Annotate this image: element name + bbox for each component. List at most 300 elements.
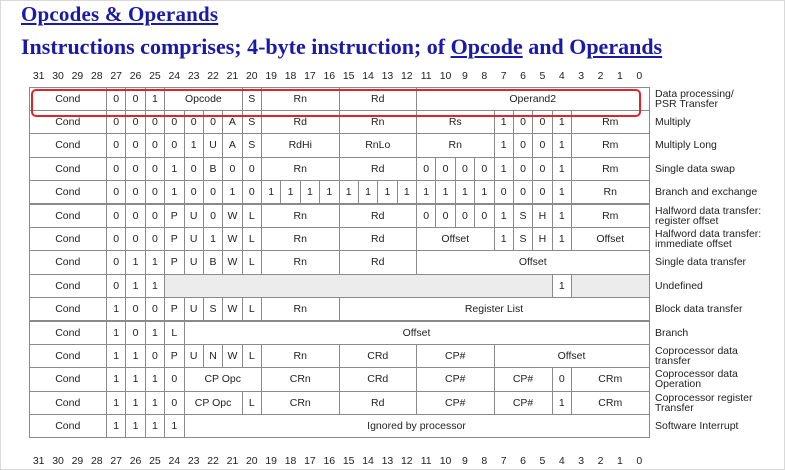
field-cell: Cond	[29, 321, 108, 345]
field-cell: CRm	[571, 367, 650, 391]
row-label	[655, 344, 738, 367]
field-cell: 0	[145, 180, 165, 204]
row-label-line: Multiply	[655, 116, 691, 129]
bit-number: 14	[362, 455, 374, 467]
field-cell: 1	[494, 157, 514, 181]
field-cell: Cond	[29, 180, 108, 204]
field-cell: Rn	[571, 180, 650, 204]
field-cell: Cond	[29, 110, 108, 134]
field-cell: 0	[513, 133, 533, 157]
bit-number: 28	[90, 455, 103, 467]
field-cell: Rn	[261, 297, 340, 321]
field-cell: 1	[125, 274, 145, 298]
bit-number: 14	[362, 70, 374, 82]
field-cell: 1	[435, 180, 455, 204]
field-cell: 1	[552, 180, 572, 204]
field-cell: 1	[280, 180, 300, 204]
bit-number: 10	[439, 70, 452, 82]
field-cell: 1	[125, 414, 145, 438]
field-cell: CP Opc	[184, 367, 263, 391]
bit-number: 17	[304, 455, 316, 467]
bit-number: 12	[400, 70, 413, 82]
field-cell: P	[164, 227, 184, 251]
bit-number: 6	[520, 455, 526, 467]
bit-number: 8	[481, 70, 488, 82]
row-label-line: Halfword data transfer:	[655, 204, 762, 217]
field-cell: 1	[106, 367, 126, 391]
field-cell: Offset	[416, 250, 650, 274]
field-cell: 0	[106, 274, 126, 298]
row-label	[655, 181, 757, 204]
bit-number: 9	[462, 455, 468, 467]
bit-number: 31	[32, 70, 45, 82]
field-cell: A	[222, 110, 242, 134]
field-cell: 0	[106, 87, 126, 111]
field-cell: P	[164, 344, 184, 368]
bit-number: 29	[71, 70, 84, 82]
field-cell: 0	[106, 250, 126, 274]
field-cell: H	[532, 204, 552, 228]
field-cell: 0	[106, 110, 126, 134]
field-cell: 1	[125, 250, 145, 274]
field-cell: S	[242, 133, 262, 157]
field-cell: U	[184, 227, 204, 251]
bit-number: 24	[168, 455, 181, 467]
field-cell: L	[242, 204, 262, 228]
field-cell: 0	[125, 204, 145, 228]
field-cell: 1	[164, 157, 184, 181]
field-cell: 1	[474, 180, 494, 204]
bit-number: 2	[597, 455, 604, 467]
bit-number: 24	[168, 70, 181, 82]
row-label	[655, 321, 688, 344]
row-label-line: Branch	[655, 326, 689, 339]
row-label-line: Software Interrupt	[655, 420, 739, 433]
field-cell: Cond	[29, 87, 108, 111]
field-cell: 1	[319, 180, 339, 204]
field-cell: Cond	[29, 250, 108, 274]
field-cell: L	[242, 250, 262, 274]
field-cell: 1	[125, 344, 145, 368]
field-cell: Rn	[261, 344, 340, 368]
bit-number: 11	[420, 70, 432, 82]
row-label-line: Data processing/	[655, 87, 734, 100]
field-cell: 1	[416, 180, 436, 204]
field-cell: 0	[164, 110, 184, 134]
bit-number: 18	[284, 70, 297, 82]
bit-number: 29	[71, 455, 84, 467]
field-cell: 0	[203, 110, 223, 134]
field-cell: 1	[145, 414, 165, 438]
instruction-format-table	[29, 87, 649, 453]
field-cell: N	[203, 344, 223, 368]
bit-number: 10	[439, 455, 452, 467]
row-label-line: Coprocessor data	[655, 368, 738, 381]
field-cell: P	[164, 297, 184, 321]
field-cell: 0	[145, 344, 165, 368]
bit-number: 26	[129, 455, 142, 467]
field-cell: P	[164, 250, 184, 274]
bit-number: 15	[342, 70, 355, 82]
subtitle-opcode-link[interactable]: Opcode	[450, 34, 523, 59]
field-cell: 0	[145, 297, 165, 321]
field-cell: 0	[532, 180, 552, 204]
field-cell: U	[184, 297, 204, 321]
field-cell: Rn	[261, 227, 340, 251]
field-cell: 1	[203, 227, 223, 251]
field-cell: Operand2	[416, 87, 650, 111]
field-cell: Rn	[261, 250, 340, 274]
field-cell: 0	[184, 157, 204, 181]
slide-subtitle	[21, 34, 662, 60]
field-cell: CP#	[494, 367, 553, 391]
bit-number: 1	[617, 455, 623, 467]
field-cell: 1	[125, 367, 145, 391]
field-cell: 0	[416, 157, 436, 181]
bit-number: 8	[481, 455, 488, 467]
field-cell: W	[222, 297, 242, 321]
field-cell: Rn	[261, 204, 340, 228]
field-cell: 0	[184, 110, 204, 134]
field-cell: U	[184, 344, 204, 368]
field-cell: 0	[435, 204, 455, 228]
field-cell: B	[203, 157, 223, 181]
row-label	[655, 134, 717, 157]
bit-number: 3	[578, 455, 585, 467]
row-label-line: Multiply Long	[655, 139, 717, 152]
field-cell: 0	[513, 157, 533, 181]
field-cell: 0	[106, 180, 126, 204]
field-cell: 0	[242, 180, 262, 204]
field-cell: L	[242, 391, 262, 415]
bit-number: 0	[636, 70, 643, 82]
field-cell: S	[513, 204, 533, 228]
field-cell: CP Opc	[184, 391, 243, 415]
field-cell: 0	[164, 391, 184, 415]
bit-number: 5	[539, 455, 546, 467]
field-cell: 0	[513, 110, 533, 134]
row-label-line: transfer	[655, 355, 691, 368]
field-cell: Cond	[29, 157, 108, 181]
field-cell: 1	[106, 321, 126, 345]
field-cell: Offset	[494, 344, 650, 368]
field-cell: 1	[145, 250, 165, 274]
row-label-line: Halfword data transfer:	[655, 228, 762, 241]
field-cell: 1	[552, 227, 572, 251]
row-label-line: Coprocessor data	[655, 345, 738, 358]
field-cell: U	[203, 133, 223, 157]
field-cell: 1	[106, 414, 126, 438]
field-cell: 1	[358, 180, 378, 204]
row-label	[655, 415, 738, 438]
field-cell: 0	[106, 157, 126, 181]
field-cell: P	[164, 204, 184, 228]
field-cell: 1	[164, 180, 184, 204]
bit-number: 2	[597, 70, 604, 82]
bit-number: 7	[500, 455, 507, 467]
field-cell: 1	[106, 391, 126, 415]
field-cell: 1	[125, 391, 145, 415]
field-cell: Cond	[29, 133, 108, 157]
bit-number: 16	[323, 455, 336, 467]
row-label	[655, 368, 738, 391]
bit-number: 20	[245, 455, 258, 467]
bit-number: 3	[578, 70, 585, 82]
field-cell	[164, 274, 553, 298]
field-cell: 0	[532, 133, 552, 157]
field-cell: CP#	[416, 344, 495, 368]
field-cell: 1	[145, 391, 165, 415]
bit-number: 17	[304, 70, 316, 82]
field-cell: 1	[455, 180, 475, 204]
field-cell: 1	[261, 180, 281, 204]
subtitle-mid: and O	[522, 34, 587, 59]
bit-number: 0	[636, 455, 643, 467]
field-cell: 1	[494, 133, 514, 157]
field-cell: 0	[532, 110, 552, 134]
field-cell: 0	[125, 321, 145, 345]
row-label	[655, 251, 746, 274]
row-label-line: immediate offset	[655, 238, 732, 251]
field-cell: 1	[184, 133, 204, 157]
field-cell: 0	[203, 180, 223, 204]
field-cell: U	[184, 204, 204, 228]
bit-number: 5	[539, 70, 546, 82]
field-cell: Register List	[339, 297, 650, 321]
row-label-line: Operation	[655, 378, 702, 391]
field-cell: Rm	[571, 157, 650, 181]
field-cell: 0	[125, 227, 145, 251]
field-cell: CRm	[571, 391, 650, 415]
field-cell: Offset	[184, 321, 650, 345]
field-cell: 0	[513, 180, 533, 204]
field-cell: CRd	[339, 344, 418, 368]
row-label-line: Coprocessor register	[655, 391, 753, 404]
bit-number: 13	[381, 70, 394, 82]
field-cell: 0	[145, 157, 165, 181]
field-cell: 0	[416, 204, 436, 228]
bit-number: 1	[617, 70, 623, 82]
field-cell: 1	[494, 227, 514, 251]
field-cell: A	[222, 133, 242, 157]
field-cell: 1	[339, 180, 359, 204]
field-cell: 1	[494, 204, 514, 228]
bit-number: 12	[400, 455, 413, 467]
bit-number: 4	[558, 455, 565, 467]
slide-title: Opcodes & Operands	[21, 2, 219, 26]
field-cell: 0	[145, 227, 165, 251]
field-cell: L	[242, 297, 262, 321]
bit-number: 31	[32, 455, 45, 467]
field-cell: Rd	[339, 250, 418, 274]
field-cell: 1	[552, 274, 572, 298]
field-cell: CP#	[494, 391, 553, 415]
row-label	[655, 298, 743, 321]
field-cell: 1	[552, 391, 572, 415]
row-label-line: Undefined	[655, 279, 703, 292]
field-cell: CRn	[261, 391, 340, 415]
subtitle-operands-link[interactable]: perands	[586, 34, 663, 59]
row-label-line: Block data transfer	[655, 303, 743, 316]
field-cell: Cond	[29, 414, 108, 438]
field-cell: CP#	[416, 367, 495, 391]
field-cell: 0	[222, 157, 242, 181]
field-cell: Rn	[416, 133, 495, 157]
field-cell: W	[222, 227, 242, 251]
bit-number: 30	[52, 455, 64, 467]
bit-number: 11	[420, 455, 432, 467]
bit-number: 27	[110, 70, 123, 82]
field-cell: S	[513, 227, 533, 251]
bit-number: 21	[226, 70, 239, 82]
bit-number: 15	[342, 455, 355, 467]
field-cell: RdHi	[261, 133, 340, 157]
field-cell: 1	[164, 414, 184, 438]
field-cell: 0	[145, 133, 165, 157]
field-cell: 0	[184, 180, 204, 204]
field-cell: Rd	[261, 110, 340, 134]
field-cell: Rm	[571, 110, 650, 134]
field-cell: Rn	[261, 87, 340, 111]
bit-number: 20	[245, 70, 258, 82]
field-cell: Ignored by processor	[184, 414, 650, 438]
field-cell: S	[242, 110, 262, 134]
field-cell: 0	[106, 204, 126, 228]
subtitle-prefix: Instructions comprises; 4-byte instruction; of	[21, 34, 451, 59]
field-cell: 0	[106, 133, 126, 157]
field-cell: 0	[164, 133, 184, 157]
bit-number: 21	[226, 455, 239, 467]
field-cell: CRd	[339, 367, 418, 391]
row-label-line: Branch and exchange	[655, 186, 758, 199]
row-label-line: Transfer	[655, 401, 694, 414]
field-cell: U	[184, 250, 204, 274]
bit-number: 25	[149, 70, 161, 82]
field-cell: Offset	[571, 227, 650, 251]
field-cell: Cond	[29, 391, 108, 415]
field-cell: 0	[164, 367, 184, 391]
bit-number: 25	[149, 455, 161, 467]
field-cell: Rd	[339, 391, 418, 415]
row-label-line: register offset	[655, 214, 719, 227]
bit-number: 23	[187, 455, 200, 467]
field-cell: 1	[145, 321, 165, 345]
field-cell: 0	[145, 110, 165, 134]
field-cell: Cond	[29, 204, 108, 228]
field-cell: 0	[532, 157, 552, 181]
field-cell: CP#	[416, 391, 495, 415]
field-cell: 0	[435, 157, 455, 181]
field-cell: 0	[494, 180, 514, 204]
field-cell: 1	[377, 180, 397, 204]
row-label-line: Single data swap	[655, 162, 735, 175]
bit-number: 23	[187, 70, 200, 82]
field-cell: Offset	[416, 227, 495, 251]
field-cell: Rn	[339, 110, 418, 134]
field-cell: Opcode	[164, 87, 243, 111]
field-cell: RnLo	[339, 133, 418, 157]
field-cell: L	[242, 227, 262, 251]
field-cell: 0	[552, 367, 572, 391]
field-cell: 1	[494, 110, 514, 134]
field-cell: 1	[106, 297, 126, 321]
field-cell: Cond	[29, 274, 108, 298]
field-cell: 1	[145, 274, 165, 298]
field-cell: 1	[552, 157, 572, 181]
row-label	[655, 157, 735, 180]
field-cell: 1	[222, 180, 242, 204]
field-cell: S	[203, 297, 223, 321]
field-cell: Rd	[339, 87, 418, 111]
field-cell: Cond	[29, 367, 108, 391]
field-cell: Rm	[571, 204, 650, 228]
field-cell: Rd	[339, 227, 418, 251]
field-cell: Rd	[339, 204, 418, 228]
field-cell: 1	[106, 344, 126, 368]
field-cell: 0	[242, 157, 262, 181]
field-cell: 0	[455, 157, 475, 181]
bit-number: 22	[207, 70, 219, 82]
field-cell: Cond	[29, 227, 108, 251]
bit-number: 28	[90, 70, 103, 82]
row-label	[655, 110, 691, 133]
field-cell: 0	[106, 227, 126, 251]
field-cell: H	[532, 227, 552, 251]
row-label	[655, 204, 761, 227]
field-cell: 0	[125, 180, 145, 204]
field-cell: Cond	[29, 344, 108, 368]
bit-number: 7	[500, 70, 507, 82]
field-cell: 1	[397, 180, 417, 204]
bit-number: 27	[110, 455, 123, 467]
field-cell: Rs	[416, 110, 495, 134]
row-label	[655, 274, 703, 297]
field-cell: 0	[125, 87, 145, 111]
bit-number: 19	[265, 70, 278, 82]
bit-number: 9	[462, 70, 468, 82]
row-label-line: PSR Transfer	[655, 97, 719, 110]
field-cell: 0	[203, 204, 223, 228]
row-label-line: Single data transfer	[655, 256, 747, 269]
field-cell	[571, 274, 650, 298]
row-label	[655, 391, 752, 414]
field-cell: 0	[145, 204, 165, 228]
field-cell: Rd	[339, 157, 418, 181]
field-cell: 0	[474, 157, 494, 181]
field-cell: 1	[552, 204, 572, 228]
field-cell: 0	[125, 297, 145, 321]
bit-number: 30	[52, 70, 64, 82]
bit-number: 13	[381, 455, 394, 467]
bit-number: 18	[284, 455, 297, 467]
field-cell: W	[222, 250, 242, 274]
field-cell: L	[242, 344, 262, 368]
field-cell: 0	[125, 110, 145, 134]
bit-number: 26	[129, 70, 142, 82]
field-cell: 0	[455, 204, 475, 228]
field-cell: Rm	[571, 133, 650, 157]
row-label	[655, 87, 734, 110]
field-cell: 1	[552, 133, 572, 157]
highlight-box	[31, 89, 641, 117]
field-cell: 0	[474, 204, 494, 228]
field-cell: Rn	[261, 157, 340, 181]
bit-number: 4	[558, 70, 565, 82]
field-cell: W	[222, 204, 242, 228]
field-cell: Cond	[29, 297, 108, 321]
bit-number: 16	[323, 70, 336, 82]
bit-number: 6	[520, 70, 526, 82]
